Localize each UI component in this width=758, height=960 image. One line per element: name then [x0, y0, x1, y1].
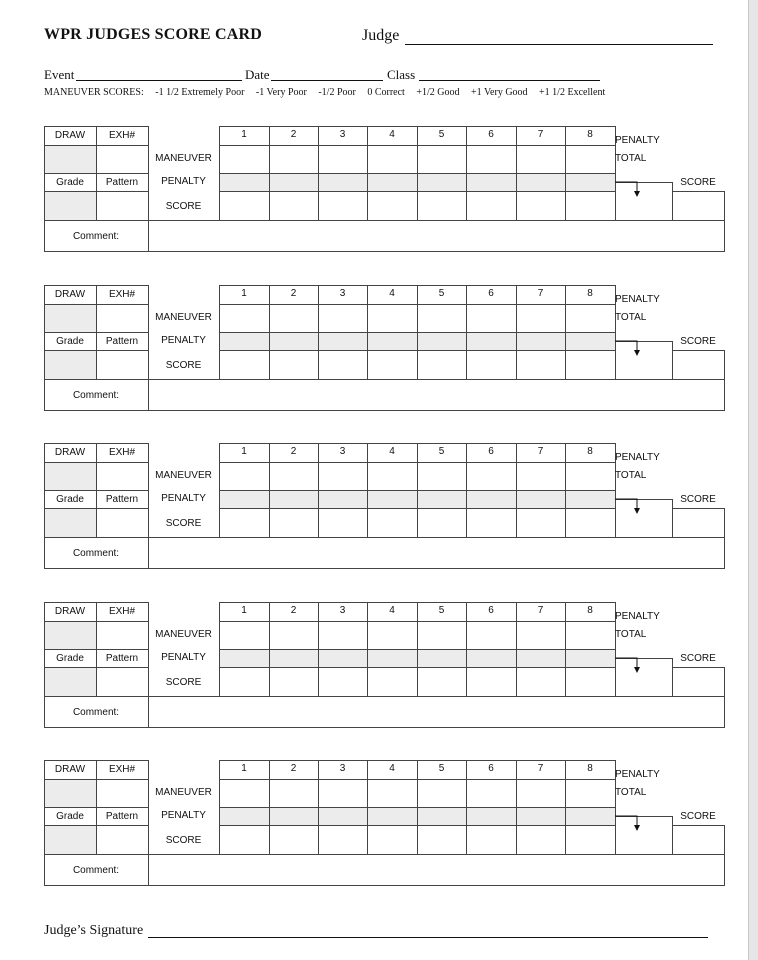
maneuver-number-label: 1 — [241, 763, 247, 774]
score-cell[interactable] — [466, 825, 517, 855]
score-legend-item: +1 1/2 Excellent — [539, 87, 606, 98]
grade-value-cell[interactable] — [44, 191, 97, 221]
score-cell[interactable] — [565, 350, 616, 380]
maneuver-number-label: 2 — [290, 763, 297, 774]
exh-label: EXH# — [108, 606, 136, 617]
penalty-total-label-line2: TOTAL — [615, 629, 647, 640]
maneuver-cell[interactable] — [219, 304, 270, 333]
maneuver-cell[interactable] — [466, 621, 517, 650]
penalty-cell[interactable] — [318, 649, 368, 668]
maneuver-cell[interactable] — [219, 779, 270, 808]
pattern-value-cell[interactable] — [96, 825, 149, 855]
maneuver-cell[interactable] — [417, 779, 467, 808]
grade-value-cell[interactable] — [44, 350, 97, 380]
penalty-row-label: PENALTY — [161, 652, 206, 663]
maneuver-number-label: 2 — [290, 446, 297, 457]
score-card — [0, 443, 758, 573]
arrow-down-icon — [615, 654, 645, 678]
maneuver-cell[interactable] — [466, 304, 517, 333]
maneuver-number-label: 3 — [339, 605, 346, 616]
penalty-cell[interactable] — [269, 173, 319, 192]
score-cell[interactable] — [318, 508, 368, 538]
score-cell[interactable] — [318, 350, 368, 380]
maneuver-cell[interactable] — [516, 145, 566, 174]
maneuver-number-label: 4 — [389, 129, 395, 140]
comment-label: Comment: — [72, 707, 120, 718]
comment-label: Comment: — [72, 548, 120, 559]
maneuver-cell[interactable] — [219, 145, 270, 174]
score-cell[interactable] — [269, 667, 319, 697]
maneuver-row-label: MANEUVER — [155, 629, 212, 640]
comment-field[interactable] — [148, 220, 725, 252]
score-cell[interactable] — [565, 667, 616, 697]
penalty-cell[interactable] — [466, 807, 517, 826]
exh-value-cell[interactable] — [96, 145, 149, 174]
maneuver-cell[interactable] — [269, 621, 319, 650]
score-legend-item: +1/2 Good — [416, 87, 460, 98]
score-cell[interactable] — [367, 191, 418, 221]
exh-label: EXH# — [108, 289, 136, 300]
judge-label: Judge — [362, 27, 400, 44]
maneuver-number-label: 5 — [438, 288, 445, 299]
grade-label: Grade — [56, 653, 84, 664]
maneuver-cell[interactable] — [367, 462, 418, 491]
maneuver-number-label: 1 — [241, 129, 247, 140]
maneuver-scores-legend — [44, 87, 614, 98]
penalty-total-label-line1: PENALTY — [615, 611, 660, 622]
final-score-label: SCORE — [680, 653, 716, 664]
class-label: Class — [387, 67, 416, 82]
score-cell[interactable] — [269, 191, 319, 221]
maneuver-number-label: 2 — [290, 288, 297, 299]
draw-value-cell[interactable] — [44, 462, 97, 491]
maneuver-number-label: 3 — [339, 129, 346, 140]
score-cell[interactable] — [367, 667, 418, 697]
score-cell[interactable] — [516, 350, 566, 380]
maneuver-cell[interactable] — [565, 304, 616, 333]
maneuver-number-label: 6 — [488, 288, 494, 299]
penalty-cell[interactable] — [269, 332, 319, 351]
score-cell[interactable] — [565, 825, 616, 855]
penalty-cell[interactable] — [565, 332, 616, 351]
final-score-label: SCORE — [680, 494, 716, 505]
draw-value-cell[interactable] — [44, 145, 97, 174]
final-score-label: SCORE — [680, 177, 716, 188]
score-cell[interactable] — [565, 508, 616, 538]
maneuver-number-label: 6 — [488, 446, 494, 457]
pattern-label: Pattern — [105, 653, 139, 664]
final-score-cell[interactable] — [672, 350, 725, 380]
maneuver-number-label: 4 — [389, 446, 395, 457]
maneuver-number-label: 3 — [339, 288, 346, 299]
score-legend-item: -1/2 Poor — [318, 87, 356, 98]
maneuver-number-label: 3 — [339, 763, 346, 774]
penalty-row-label: PENALTY — [161, 493, 206, 504]
maneuver-number-label: 5 — [438, 129, 445, 140]
score-cell[interactable] — [417, 508, 467, 538]
grade-label: Grade — [56, 336, 84, 347]
maneuver-cell[interactable] — [565, 621, 616, 650]
maneuver-number-label: 2 — [290, 605, 297, 616]
penalty-cell[interactable] — [219, 332, 270, 351]
penalty-total-label-line1: PENALTY — [615, 294, 660, 305]
maneuver-cell[interactable] — [318, 462, 368, 491]
score-row-label: SCORE — [165, 835, 202, 846]
score-cell[interactable] — [219, 508, 270, 538]
penalty-cell[interactable] — [565, 807, 616, 826]
penalty-cell[interactable] — [269, 649, 319, 668]
comment-field[interactable] — [148, 379, 725, 411]
score-cell[interactable] — [219, 825, 270, 855]
final-score-cell[interactable] — [672, 667, 725, 697]
maneuver-number-label: 5 — [438, 763, 445, 774]
exh-label: EXH# — [108, 764, 136, 775]
penalty-cell[interactable] — [219, 649, 270, 668]
maneuver-cell[interactable] — [318, 304, 368, 333]
pattern-label: Pattern — [105, 336, 139, 347]
pattern-label: Pattern — [105, 811, 139, 822]
draw-label: DRAW — [54, 606, 86, 617]
score-card — [0, 760, 758, 890]
maneuver-cell[interactable] — [417, 462, 467, 491]
signature-label: Judge’s Signature — [44, 923, 144, 938]
penalty-total-label-line2: TOTAL — [615, 470, 647, 481]
penalty-total-label-line2: TOTAL — [615, 787, 647, 798]
maneuver-number-label: 1 — [241, 288, 247, 299]
comment-field[interactable] — [148, 537, 725, 569]
final-score-label: SCORE — [680, 336, 716, 347]
pattern-value-cell[interactable] — [96, 191, 149, 221]
arrow-down-icon — [615, 495, 645, 519]
penalty-row-label: PENALTY — [161, 176, 206, 187]
penalty-cell[interactable] — [219, 807, 270, 826]
maneuver-cell[interactable] — [219, 621, 270, 650]
maneuver-cell[interactable] — [318, 145, 368, 174]
maneuver-cell[interactable] — [367, 779, 418, 808]
penalty-row-label: PENALTY — [161, 335, 206, 346]
exh-label: EXH# — [108, 447, 136, 458]
maneuver-cell[interactable] — [565, 145, 616, 174]
penalty-cell[interactable] — [367, 173, 418, 192]
score-row-label: SCORE — [165, 677, 202, 688]
maneuver-cell[interactable] — [367, 145, 418, 174]
exh-value-cell[interactable] — [96, 621, 149, 650]
penalty-cell[interactable] — [417, 807, 467, 826]
grade-label: Grade — [56, 177, 84, 188]
draw-value-cell[interactable] — [44, 779, 97, 808]
maneuver-number-label: 5 — [438, 446, 445, 457]
score-cell[interactable] — [466, 191, 517, 221]
maneuver-cell[interactable] — [466, 779, 517, 808]
maneuver-number-label: 5 — [438, 605, 445, 616]
maneuver-cell[interactable] — [565, 779, 616, 808]
maneuver-cell[interactable] — [417, 304, 467, 333]
maneuver-cell[interactable] — [269, 304, 319, 333]
maneuver-number-label: 6 — [488, 129, 494, 140]
penalty-total-label-line1: PENALTY — [615, 769, 660, 780]
maneuver-cell[interactable] — [318, 621, 368, 650]
score-cell[interactable] — [417, 667, 467, 697]
penalty-cell[interactable] — [219, 490, 270, 509]
maneuver-cell[interactable] — [466, 462, 517, 491]
penalty-total-label-line2: TOTAL — [615, 153, 647, 164]
score-cell[interactable] — [417, 350, 467, 380]
grade-label: Grade — [56, 811, 84, 822]
draw-value-cell[interactable] — [44, 621, 97, 650]
comment-field[interactable] — [148, 696, 725, 728]
maneuver-cell[interactable] — [516, 304, 566, 333]
exh-label: EXH# — [108, 130, 136, 141]
penalty-total-label-line1: PENALTY — [615, 452, 660, 463]
arrow-down-icon — [615, 178, 645, 202]
comment-field[interactable] — [148, 854, 725, 886]
maneuver-number-label: 1 — [241, 446, 247, 457]
final-score-cell[interactable] — [672, 508, 725, 538]
comment-label: Comment: — [72, 865, 120, 876]
penalty-cell[interactable] — [466, 173, 517, 192]
score-cell[interactable] — [417, 825, 467, 855]
penalty-cell[interactable] — [466, 490, 517, 509]
score-cell[interactable] — [219, 667, 270, 697]
penalty-cell[interactable] — [318, 807, 368, 826]
signature-field[interactable] — [148, 937, 708, 938]
score-cell[interactable] — [417, 191, 467, 221]
final-score-cell[interactable] — [672, 191, 725, 221]
penalty-cell[interactable] — [516, 332, 566, 351]
maneuver-cell[interactable] — [516, 462, 566, 491]
maneuver-number-label: 6 — [488, 763, 494, 774]
maneuver-cell[interactable] — [417, 145, 467, 174]
maneuver-cell[interactable] — [318, 779, 368, 808]
maneuver-number-label: 1 — [241, 605, 247, 616]
maneuver-cell[interactable] — [367, 621, 418, 650]
score-cell[interactable] — [565, 191, 616, 221]
maneuver-number-label: 7 — [537, 129, 544, 140]
maneuver-scores-label: MANEUVER SCORES: — [44, 87, 144, 98]
score-row-label: SCORE — [165, 201, 202, 212]
maneuver-number-label: 7 — [537, 446, 544, 457]
score-cell[interactable] — [269, 508, 319, 538]
comment-label: Comment: — [72, 231, 120, 242]
final-score-cell[interactable] — [672, 825, 725, 855]
maneuver-number-label: 3 — [339, 446, 346, 457]
penalty-cell[interactable] — [565, 490, 616, 509]
pattern-label: Pattern — [105, 177, 139, 188]
score-cell[interactable] — [269, 825, 319, 855]
final-score-label: SCORE — [680, 811, 716, 822]
penalty-cell[interactable] — [417, 649, 467, 668]
penalty-cell[interactable] — [219, 173, 270, 192]
maneuver-row-label: MANEUVER — [155, 470, 212, 481]
maneuver-number-label: 4 — [389, 288, 395, 299]
penalty-cell[interactable] — [565, 173, 616, 192]
score-cell[interactable] — [516, 508, 566, 538]
maneuver-number-label: 8 — [587, 763, 593, 774]
score-cell[interactable] — [367, 350, 418, 380]
penalty-total-label-line2: TOTAL — [615, 312, 647, 323]
score-cell[interactable] — [516, 825, 566, 855]
arrow-down-icon — [615, 337, 645, 361]
grade-label: Grade — [56, 494, 84, 505]
penalty-cell[interactable] — [516, 649, 566, 668]
score-legend-item: 0 Correct — [367, 87, 405, 98]
penalty-cell[interactable] — [516, 173, 566, 192]
pattern-label: Pattern — [105, 494, 139, 505]
draw-label: DRAW — [54, 130, 86, 141]
pattern-value-cell[interactable] — [96, 508, 149, 538]
penalty-cell[interactable] — [565, 649, 616, 668]
maneuver-cell[interactable] — [269, 462, 319, 491]
draw-value-cell[interactable] — [44, 304, 97, 333]
maneuver-row-label: MANEUVER — [155, 153, 212, 164]
score-cell[interactable] — [318, 825, 368, 855]
maneuver-cell[interactable] — [516, 621, 566, 650]
arrow-down-icon — [615, 812, 645, 836]
grade-value-cell[interactable] — [44, 508, 97, 538]
maneuver-cell[interactable] — [269, 145, 319, 174]
score-row-label: SCORE — [165, 518, 202, 529]
maneuver-row-label: MANEUVER — [155, 312, 212, 323]
penalty-cell[interactable] — [466, 332, 517, 351]
grade-value-cell[interactable] — [44, 667, 97, 697]
score-legend-item: -1 Very Poor — [255, 87, 307, 98]
penalty-cell[interactable] — [367, 490, 418, 509]
penalty-cell[interactable] — [516, 807, 566, 826]
class-field[interactable] — [419, 80, 600, 81]
comment-label: Comment: — [72, 390, 120, 401]
penalty-cell[interactable] — [367, 649, 418, 668]
exh-value-cell[interactable] — [96, 304, 149, 333]
penalty-cell[interactable] — [516, 490, 566, 509]
maneuver-number-label: 7 — [537, 605, 544, 616]
penalty-cell[interactable] — [367, 807, 418, 826]
date-label: Date — [245, 67, 270, 82]
penalty-cell[interactable] — [417, 332, 467, 351]
score-cell[interactable] — [367, 508, 418, 538]
page-title: WPR JUDGES SCORE CARD — [44, 26, 262, 43]
event-label: Event — [44, 67, 75, 82]
judge-name-field[interactable] — [405, 44, 713, 45]
score-cell[interactable] — [516, 191, 566, 221]
draw-label: DRAW — [54, 447, 86, 458]
penalty-total-label-line1: PENALTY — [615, 135, 660, 146]
score-cell[interactable] — [466, 667, 517, 697]
draw-label: DRAW — [54, 764, 86, 775]
penalty-cell[interactable] — [367, 332, 418, 351]
maneuver-row-label: MANEUVER — [155, 787, 212, 798]
exh-value-cell[interactable] — [96, 779, 149, 808]
maneuver-number-label: 8 — [587, 446, 593, 457]
penalty-cell[interactable] — [417, 173, 467, 192]
maneuver-number-label: 8 — [587, 129, 593, 140]
grade-value-cell[interactable] — [44, 825, 97, 855]
score-card — [0, 126, 758, 256]
score-cell[interactable] — [318, 191, 368, 221]
penalty-row-label: PENALTY — [161, 810, 206, 821]
maneuver-number-label: 4 — [389, 605, 395, 616]
penalty-cell[interactable] — [318, 173, 368, 192]
penalty-cell[interactable] — [269, 807, 319, 826]
penalty-cell[interactable] — [269, 490, 319, 509]
score-cell[interactable] — [367, 825, 418, 855]
maneuver-number-label: 8 — [587, 288, 593, 299]
maneuver-cell[interactable] — [516, 779, 566, 808]
maneuver-cell[interactable] — [565, 462, 616, 491]
draw-label: DRAW — [54, 289, 86, 300]
penalty-cell[interactable] — [466, 649, 517, 668]
maneuver-number-label: 8 — [587, 605, 593, 616]
score-card — [0, 285, 758, 415]
score-cell[interactable] — [269, 350, 319, 380]
score-cell[interactable] — [219, 350, 270, 380]
score-cell[interactable] — [466, 350, 517, 380]
maneuver-number-label: 2 — [290, 129, 297, 140]
date-field[interactable] — [271, 80, 383, 81]
score-cell[interactable] — [318, 667, 368, 697]
score-cell[interactable] — [516, 667, 566, 697]
maneuver-cell[interactable] — [417, 621, 467, 650]
maneuver-cell[interactable] — [269, 779, 319, 808]
maneuver-number-label: 6 — [488, 605, 494, 616]
penalty-cell[interactable] — [318, 490, 368, 509]
penalty-cell[interactable] — [318, 332, 368, 351]
score-cell[interactable] — [466, 508, 517, 538]
maneuver-number-label: 7 — [537, 288, 544, 299]
score-row-label: SCORE — [165, 360, 202, 371]
penalty-cell[interactable] — [417, 490, 467, 509]
maneuver-cell[interactable] — [219, 462, 270, 491]
score-legend-item: -1 1/2 Extremely Poor — [155, 87, 245, 98]
event-field[interactable] — [76, 80, 242, 81]
score-cell[interactable] — [219, 191, 270, 221]
maneuver-cell[interactable] — [466, 145, 517, 174]
maneuver-number-label: 7 — [537, 763, 544, 774]
score-legend-item: +1 Very Good — [470, 87, 528, 98]
maneuver-number-label: 4 — [389, 763, 395, 774]
score-card — [0, 602, 758, 732]
pattern-value-cell[interactable] — [96, 350, 149, 380]
pattern-value-cell[interactable] — [96, 667, 149, 697]
exh-value-cell[interactable] — [96, 462, 149, 491]
maneuver-cell[interactable] — [367, 304, 418, 333]
